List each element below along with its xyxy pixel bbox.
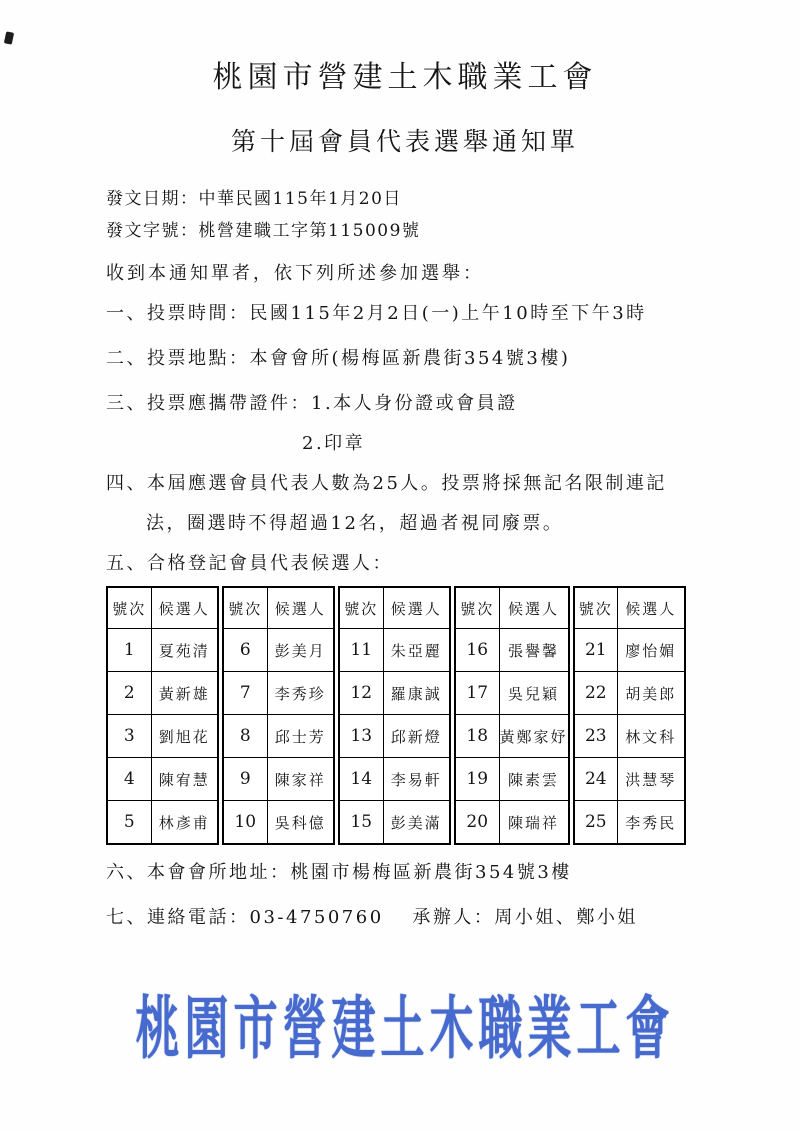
col-header-candidate: 候選人 [267, 587, 334, 629]
candidate-name: 陳瑞祥 [499, 801, 569, 845]
candidate-number: 24 [574, 758, 618, 801]
table-row [107, 715, 218, 758]
candidate-name: 劉旭花 [151, 715, 218, 758]
table-row [107, 672, 218, 715]
notice-item-7: 七、連絡電話：03-4750760 承辦人：周小姐、鄭小姐 [106, 907, 638, 928]
candidate-name: 林彥甫 [151, 801, 218, 845]
candidate-number: 4 [107, 758, 151, 801]
notice-item-1: 一、投票時間：民國115年2月2日(一)上午10時至下午3時 [106, 303, 647, 324]
table-header-row [574, 587, 685, 629]
candidate-number: 12 [339, 672, 383, 715]
candidate-number: 1 [107, 629, 151, 672]
candidate-number: 17 [455, 672, 499, 715]
candidate-name: 李秀民 [618, 801, 685, 845]
candidate-name: 廖怡媚 [618, 629, 685, 672]
candidate-number: 21 [574, 629, 618, 672]
candidate-name: 彭美月 [267, 629, 334, 672]
candidate-name: 李秀珍 [267, 672, 334, 715]
table-row [107, 758, 218, 801]
candidate-table-group-5 [573, 586, 686, 845]
table-row [574, 672, 685, 715]
table-row [223, 672, 334, 715]
doc-number: 發文字號：桃營建職工字第115009號 [106, 221, 421, 241]
notice-item-3: 三、投票應攜帶證件：1.本人身份證或會員證 [106, 393, 518, 414]
candidate-number: 16 [455, 629, 499, 672]
notice-item-5: 五、合格登記會員代表候選人： [106, 553, 393, 574]
col-header-candidate: 候選人 [618, 587, 685, 629]
table-row [455, 758, 569, 801]
table-row [455, 715, 569, 758]
candidate-number: 6 [223, 629, 267, 672]
table-row [339, 801, 450, 845]
candidate-number: 3 [107, 715, 151, 758]
notice-item-3-sub: 2.印章 [302, 433, 366, 454]
candidate-number: 7 [223, 672, 267, 715]
table-header-row [339, 587, 450, 629]
candidate-name: 羅康誠 [383, 672, 450, 715]
col-header-number: 號次 [455, 587, 499, 629]
table-row [574, 715, 685, 758]
stamp-area [106, 976, 704, 1088]
candidate-number: 14 [339, 758, 383, 801]
table-row [223, 758, 334, 801]
table-row [107, 629, 218, 672]
table-row [574, 758, 685, 801]
candidate-number: 5 [107, 801, 151, 845]
table-row [455, 801, 569, 845]
table-row [339, 758, 450, 801]
candidate-name: 吳科億 [267, 801, 334, 845]
candidate-name: 陳宥慧 [151, 758, 218, 801]
union-stamp: 桃園市營建土木職業工會 [135, 989, 675, 1069]
table-row [574, 801, 685, 845]
candidate-table-group-4 [454, 586, 570, 845]
candidate-table-group-1 [106, 586, 219, 845]
candidate-name: 黃新雄 [151, 672, 218, 715]
col-header-number: 號次 [339, 587, 383, 629]
candidate-number: 22 [574, 672, 618, 715]
candidate-number: 15 [339, 801, 383, 845]
candidate-table-group-3 [338, 586, 451, 845]
candidate-number: 23 [574, 715, 618, 758]
candidate-name: 張譽馨 [499, 629, 569, 672]
scan-artifact [4, 31, 14, 44]
candidate-number: 10 [223, 801, 267, 845]
intro-line: 收到本通知單者，依下列所述參加選舉： [106, 263, 484, 284]
table-row [574, 629, 685, 672]
candidate-number: 19 [455, 758, 499, 801]
table-row [455, 629, 569, 672]
table-row [223, 715, 334, 758]
document-subtitle: 第十屆會員代表選舉通知單 [230, 127, 579, 156]
candidate-number: 13 [339, 715, 383, 758]
candidate-name: 陳素雲 [499, 758, 569, 801]
table-row [223, 801, 334, 845]
table-row [339, 629, 450, 672]
table-row [107, 801, 218, 845]
candidate-number: 18 [455, 715, 499, 758]
candidate-number: 9 [223, 758, 267, 801]
table-row [223, 629, 334, 672]
candidate-name: 黃鄭家妤 [499, 715, 569, 758]
candidate-number: 2 [107, 672, 151, 715]
candidate-name: 夏苑清 [151, 629, 218, 672]
table-row [455, 672, 569, 715]
col-header-candidate: 候選人 [383, 587, 450, 629]
candidate-name: 陳家祥 [267, 758, 334, 801]
candidate-table [106, 586, 704, 845]
table-header-row [455, 587, 569, 629]
candidate-number: 20 [455, 801, 499, 845]
document-title: 桃園市營建土木職業工會 [212, 60, 598, 95]
col-header-number: 號次 [107, 587, 151, 629]
notice-item-6: 六、本會會所地址：桃園市楊梅區新農街354號3樓 [106, 862, 572, 883]
table-header-row [107, 587, 218, 629]
col-header-candidate: 候選人 [499, 587, 569, 629]
candidate-number: 25 [574, 801, 618, 845]
candidate-number: 8 [223, 715, 267, 758]
col-header-number: 號次 [574, 587, 618, 629]
document-meta [106, 188, 704, 242]
col-header-candidate: 候選人 [151, 587, 218, 629]
notice-item-4-line2: 法，圈選時不得超過12名，超過者視同廢票。 [146, 513, 564, 534]
col-header-number: 號次 [223, 587, 267, 629]
candidate-name: 吳兒穎 [499, 672, 569, 715]
table-row [339, 715, 450, 758]
candidate-name: 朱亞麗 [383, 629, 450, 672]
issue-date: 發文日期：中華民國115年1月20日 [106, 189, 402, 209]
table-header-row [223, 587, 334, 629]
candidate-name: 胡美郎 [618, 672, 685, 715]
notice-item-2: 二、投票地點：本會會所(楊梅區新農街354號3樓) [106, 348, 571, 369]
candidate-name: 洪慧琴 [618, 758, 685, 801]
candidate-name: 彭美滿 [383, 801, 450, 845]
candidate-name: 林文科 [618, 715, 685, 758]
candidate-table-group-2 [222, 586, 335, 845]
candidate-name: 邱士芳 [267, 715, 334, 758]
candidate-number: 11 [339, 629, 383, 672]
candidate-name: 邱新燈 [383, 715, 450, 758]
notice-item-4-line1: 四、本屆應選會員代表人數為25人。投票將採無記名限制連記 [106, 473, 667, 494]
table-row [339, 672, 450, 715]
candidate-name: 李易軒 [383, 758, 450, 801]
